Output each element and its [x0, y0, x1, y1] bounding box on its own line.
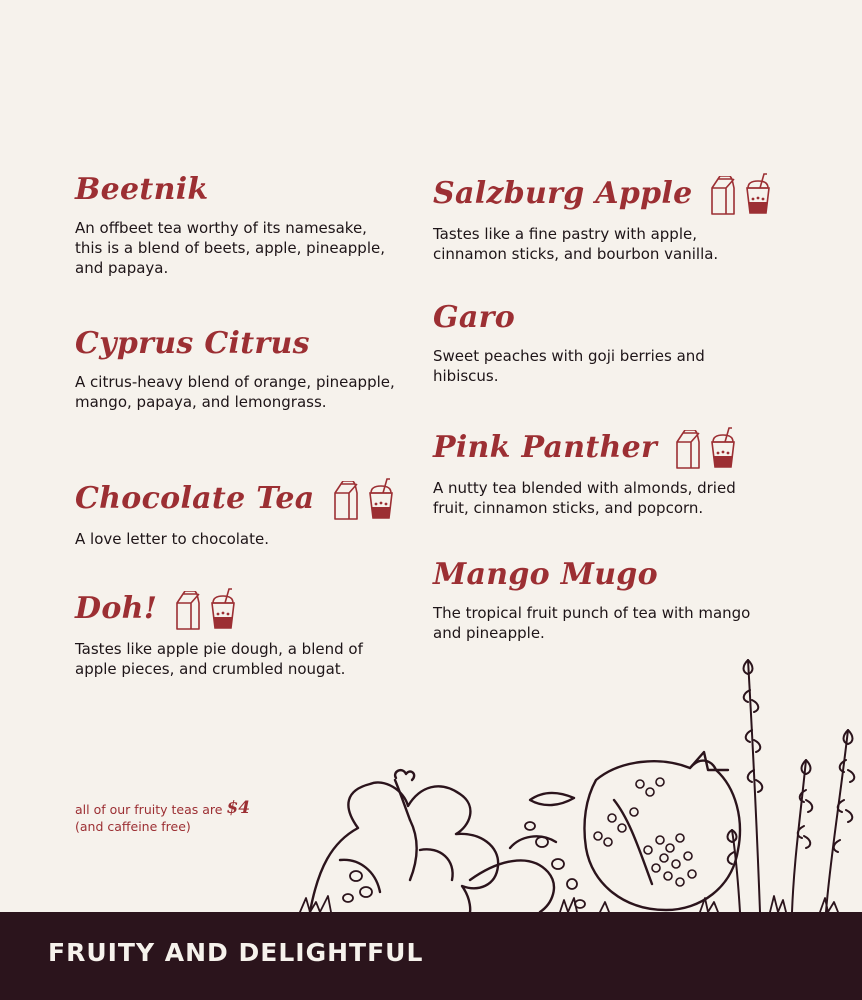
item-title: Mango Mugo [433, 557, 658, 592]
item-description: A love letter to chocolate. [75, 530, 269, 548]
pomegranate-icon [584, 752, 739, 910]
item-title: Pink Panther [433, 430, 658, 465]
grass-decoration [300, 896, 838, 912]
item-description: Tastes like a fine pastry with apple, cinnamon sticks, and bourbon vanilla. [433, 225, 719, 263]
item-description: An offbeet tea worthy of its namesake, this is a blend of beets, apple, pineapple, and papaya. [75, 219, 385, 277]
item-description: Tastes like apple pie dough, a blend of apple pieces, and crumbled nougat. [75, 640, 363, 678]
item-title: Cyprus Citrus [75, 326, 310, 361]
lavender-icon [728, 660, 855, 912]
hibiscus-icon [310, 770, 574, 912]
item-title: Beetnik [75, 172, 209, 207]
item-title: Salzburg Apple [433, 176, 693, 211]
footer-title: FRUITY AND DELIGHTFUL [48, 938, 424, 967]
item-description: A nutty tea blended with almonds, dried fruit, cinnamon sticks, and popcorn. [433, 479, 736, 517]
item-description: Sweet peaches with goji berries and hibiscus. [433, 347, 705, 385]
price-note-subtext: (and caffeine free) [75, 819, 191, 834]
price-value: $4 [226, 798, 251, 818]
price-note-text: all of our fruity teas are [75, 802, 223, 817]
item-title: Chocolate Tea [75, 481, 315, 516]
item-description: A citrus-heavy blend of orange, pineapple, mango, papaya, and lemongrass. [75, 373, 395, 411]
item-description: The tropical fruit punch of tea with mango and pineapple. [433, 604, 751, 642]
item-title: Doh! [75, 591, 158, 626]
item-title: Garo [433, 300, 516, 335]
